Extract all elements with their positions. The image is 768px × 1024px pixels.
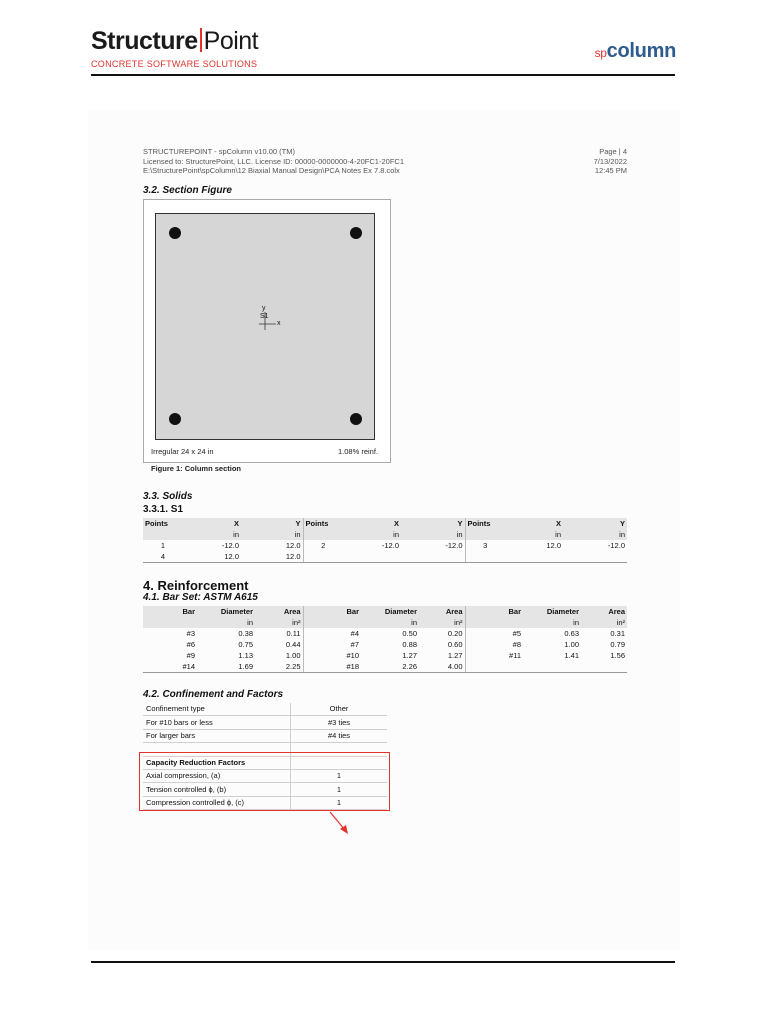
table-cell: 2 (321, 541, 326, 550)
rebar-top-left (169, 227, 181, 239)
section-figure-heading: 3.2. Section Figure (143, 185, 232, 196)
column-header: Diameter (361, 606, 419, 617)
table-cell: 1 (291, 796, 388, 809)
table-row (143, 639, 627, 650)
table-cell: #4 (350, 629, 359, 638)
table-cell: Tension controlled ϕ, (b) (143, 783, 291, 796)
table-cell: 1.41 (564, 651, 579, 660)
unit-cell: in (563, 529, 627, 540)
table-cell: 3 (483, 541, 488, 550)
table-cell: 0.38 (238, 629, 253, 638)
section-description: Irregular 24 x 24 in (151, 447, 214, 456)
unit-cell: in² (419, 617, 465, 628)
table-cell: Compression controlled ϕ, (c) (143, 796, 291, 809)
unit-cell (303, 529, 343, 540)
unit-cell (143, 529, 183, 540)
spcolumn-logo (595, 40, 676, 63)
table-cell: 1.27 (419, 650, 465, 661)
unit-cell: in (241, 529, 303, 540)
column-header: Points (303, 518, 343, 529)
table-cell: 1.00 (564, 640, 579, 649)
table-row (143, 650, 627, 661)
report-file-path: E:\StructurePoint\spColumn\12 Biaxial Manual Design\PCA Notes Ex 7.8.colx (143, 166, 400, 175)
logo-brand-light: Point (203, 27, 259, 55)
table-cell: 1.00 (255, 650, 303, 661)
table-cell: 2.25 (255, 661, 303, 673)
table-cell: 1 (291, 783, 388, 796)
table-cell: 2.26 (361, 661, 419, 673)
table-row (143, 703, 387, 716)
report-date: 7/13/2022 (593, 156, 627, 166)
bar-set-units-row (143, 617, 627, 628)
column-header: X (343, 518, 401, 529)
table-cell: 0.60 (419, 639, 465, 650)
table-cell: Axial compression, (a) (143, 769, 291, 782)
header-rule (91, 74, 675, 76)
report-time: 12:45 PM (594, 166, 627, 175)
solids-units-row (143, 529, 627, 540)
table-cell (465, 661, 523, 673)
table-cell: 0.31 (610, 629, 625, 638)
table-cell: 0.44 (255, 639, 303, 650)
table-cell: #4 ties (291, 729, 388, 742)
column-header: Area (419, 606, 465, 617)
report-header-left (143, 147, 404, 176)
column-header: X (183, 518, 241, 529)
column-header: Points (465, 518, 505, 529)
column-header: Bar (465, 606, 523, 617)
table-cell (505, 551, 563, 563)
unit-cell: in (343, 529, 401, 540)
table-cell: 4.00 (419, 661, 465, 673)
table-cell: -12.0 (607, 541, 625, 550)
table-row (143, 551, 627, 563)
column-header: Points (143, 518, 183, 529)
table-cell (303, 551, 343, 563)
unit-cell: in² (255, 617, 303, 628)
column-header: Diameter (197, 606, 255, 617)
table-cell: Confinement type (143, 703, 291, 716)
table-cell (563, 551, 627, 563)
table-cell: 12.0 (241, 551, 303, 563)
column-header: X (505, 518, 563, 529)
table-cell: 0.50 (402, 629, 417, 638)
report-page-number: Page | 4 (599, 147, 627, 156)
table-cell: #18 (303, 661, 361, 673)
table-cell: 12.0 (241, 540, 303, 551)
unit-cell: in² (581, 617, 627, 628)
rebar-top-right (350, 227, 362, 239)
table-cell: #7 (350, 640, 359, 649)
column-header: Diameter (523, 606, 581, 617)
unit-cell: in (361, 617, 419, 628)
unit-cell: in (401, 529, 465, 540)
table-cell: 4 (143, 551, 183, 563)
table-cell: -12.0 (221, 541, 239, 550)
table-cell: 1.69 (197, 661, 255, 673)
unit-cell (465, 529, 505, 540)
report-header-right (594, 147, 627, 176)
table-row (143, 661, 627, 673)
table-cell: #10 (346, 651, 359, 660)
reinforcement-heading: 4. Reinforcement (143, 578, 249, 593)
product-prefix: sp (594, 46, 607, 60)
structurepoint-logo (91, 27, 258, 55)
table-cell: 1 (291, 769, 388, 782)
logo-tagline: CONCRETE SOFTWARE SOLUTIONS (91, 59, 258, 69)
callout-arrow-icon (328, 810, 352, 836)
logo-divider (200, 28, 202, 52)
column-header: Y (241, 518, 303, 529)
unit-cell: in (197, 617, 255, 628)
table-cell: -12.0 (381, 541, 399, 550)
solid-label-s1: S1 (260, 313, 269, 320)
solids-heading: 3.3. Solids (143, 491, 193, 502)
axis-label-y: y (262, 305, 266, 312)
figure-caption: Figure 1: Column section (151, 464, 242, 473)
table-cell: 1 (160, 541, 166, 550)
column-header: Area (581, 606, 627, 617)
solids-header-row (143, 518, 627, 529)
unit-cell: in (183, 529, 241, 540)
column-header: Area (255, 606, 303, 617)
solids-table (143, 518, 627, 563)
table-cell: Other (291, 703, 388, 716)
table-row (143, 716, 387, 729)
axis-label-x: x (277, 320, 281, 327)
footer-rule (91, 961, 675, 963)
table-cell (401, 551, 465, 563)
reinforcement-ratio: 1.08% reinf. (338, 447, 379, 456)
unit-cell: in (523, 617, 581, 628)
bar-set-heading: 4.1. Bar Set: ASTM A615 (143, 592, 258, 603)
solids-subheading: 3.3.1. S1 (143, 504, 184, 515)
table-cell: 1.56 (610, 651, 625, 660)
column-header: Bar (303, 606, 361, 617)
table-cell: For #10 bars or less (143, 716, 291, 729)
unit-cell (143, 617, 197, 628)
table-cell: #6 (186, 640, 195, 649)
table-cell: 0.20 (419, 628, 465, 639)
rebar-bottom-right (350, 413, 362, 425)
table-cell: -12.0 (401, 540, 465, 551)
table-cell: #5 (512, 629, 521, 638)
unit-cell: in (505, 529, 563, 540)
capacity-factors-highlight (139, 752, 390, 811)
table-cell: 1.27 (402, 651, 417, 660)
table-row (143, 540, 627, 551)
table-cell (465, 551, 505, 563)
table-cell (523, 661, 581, 673)
table-cell: 0.79 (610, 640, 625, 649)
table-cell (343, 551, 401, 563)
logo-brand-bold: Structure (91, 27, 198, 55)
table-cell: For larger bars (143, 729, 291, 742)
table-cell: 1.13 (238, 651, 253, 660)
table-cell: #11 (509, 651, 521, 660)
table-cell: 12.0 (546, 541, 561, 550)
confinement-heading: 4.2. Confinement and Factors (143, 689, 284, 700)
table-cell: 0.63 (564, 629, 579, 638)
table-row (143, 729, 387, 742)
table-cell: #3 ties (291, 716, 388, 729)
report-program-line: STRUCTUREPOINT - spColumn v10.00 (TM) (143, 147, 295, 156)
product-name: column (606, 40, 676, 62)
table-row (143, 628, 627, 639)
table-cell: 0.11 (255, 628, 303, 639)
unit-cell (465, 617, 523, 628)
column-header: Bar (143, 606, 197, 617)
table-cell: #3 (186, 629, 195, 638)
unit-cell (303, 617, 361, 628)
table-cell: Capacity Reduction Factors (143, 756, 291, 769)
column-header: Y (401, 518, 465, 529)
table-cell: #9 (186, 651, 195, 660)
table-cell: 0.88 (402, 640, 417, 649)
column-header: Y (563, 518, 627, 529)
table-cell (581, 661, 627, 673)
table-cell: #14 (143, 661, 197, 673)
report-license-line: Licensed to: StructurePoint, LLC. License ID: 00000-0000000-4-20FC1-20FC1 (143, 156, 404, 166)
table-cell: 0.75 (238, 640, 253, 649)
table-cell: #8 (512, 640, 521, 649)
table-cell: 12.0 (183, 551, 241, 563)
bar-set-header-row (143, 606, 627, 617)
bar-set-table (143, 606, 627, 673)
rebar-bottom-left (169, 413, 181, 425)
